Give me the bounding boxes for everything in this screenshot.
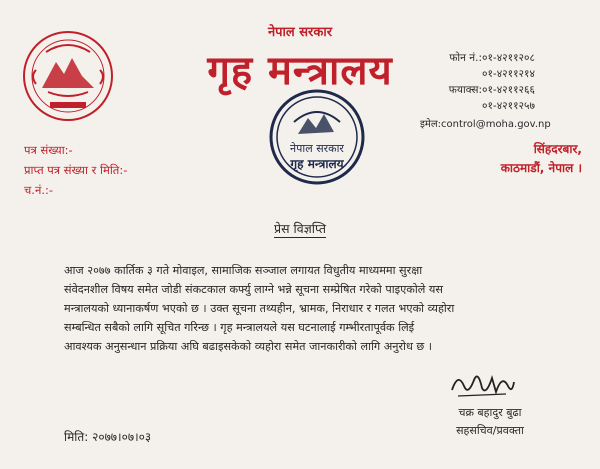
fax-number: ०१-४२११२५७ — [482, 100, 535, 112]
signer-name: चक्र बहादुर बुढा — [458, 406, 522, 419]
seal-text: नेपाल सरकार — [290, 142, 344, 155]
government-title: नेपाल सरकार — [267, 25, 333, 40]
contact-block — [420, 50, 590, 133]
email-text: इमेल:control@moha.gov.np — [420, 119, 551, 130]
seal-text: गृह मन्त्रालय — [290, 157, 344, 171]
press-release-body — [64, 261, 540, 356]
signer-title: सहसचिव/प्रवक्ता — [456, 424, 524, 437]
phone-row — [420, 66, 590, 82]
address-line: काठमाडौं, नेपाल । — [500, 161, 582, 175]
fax-label: फयाक्स: — [448, 84, 482, 96]
fax-row — [420, 82, 590, 98]
body-line: संवेदनशील विषय समेत जोडी संकटकाल कर्फ्यु लाग्ने भन्ने सूचना सम्प्रेषित गरेको पाइएकोले यस — [64, 283, 443, 296]
phone-number: ०१-४२११२०८ — [482, 52, 535, 64]
document-date: मिति: २०७७।०७।०३ — [64, 430, 152, 444]
signature-icon — [448, 366, 518, 400]
received-letter-label: प्राप्त पत्र संख्या र मिति:- — [24, 163, 128, 177]
reference-fields — [24, 140, 127, 200]
signer-block — [420, 404, 560, 440]
press-release-title: प्रेस विज्ञप्ति — [274, 221, 326, 236]
body-line: सम्बन्धित सबैको लागि सूचित गरिन्छ । गृह मन्त्रालयले यस घटनालाई गम्भीरतापूर्वक लिई — [64, 321, 415, 334]
phone-row — [420, 50, 590, 66]
fax-number: ०१-४२११२६६ — [482, 84, 535, 96]
document-heading — [0, 220, 600, 237]
phone-label: फोन नं.: — [449, 52, 482, 64]
body-line: मन्त्रालयको ध्यानाकर्षण भएको छ । उक्त सूचना तथ्यहीन, भ्रामक, निराधार र गलत भएको व्यहोरा — [64, 302, 455, 315]
address-line: सिंहदरबार, — [533, 142, 582, 156]
ministry-title: गृह मन्त्रालय — [207, 48, 393, 94]
body-line: आवश्यक अनुसन्धान प्रक्रिया अघि बढाइसकेको व्यहोरा समेत जानकारीको लागि अनुरोध छ । — [64, 340, 433, 353]
body-line: आज २०७७ कार्तिक ३ गते मोवाइल, सामाजिक सञ्जाल लगायत विधुतीय माध्यममा सुरक्षा — [64, 264, 423, 277]
fax-row — [420, 98, 590, 114]
phone-number: ०१-४२११२१४ — [482, 68, 535, 80]
official-seal-icon — [268, 88, 366, 186]
address-block — [501, 140, 582, 178]
letter-number-label: पत्र संख्या:- — [24, 143, 73, 157]
dispatch-number-label: च.नं.:- — [24, 183, 54, 197]
